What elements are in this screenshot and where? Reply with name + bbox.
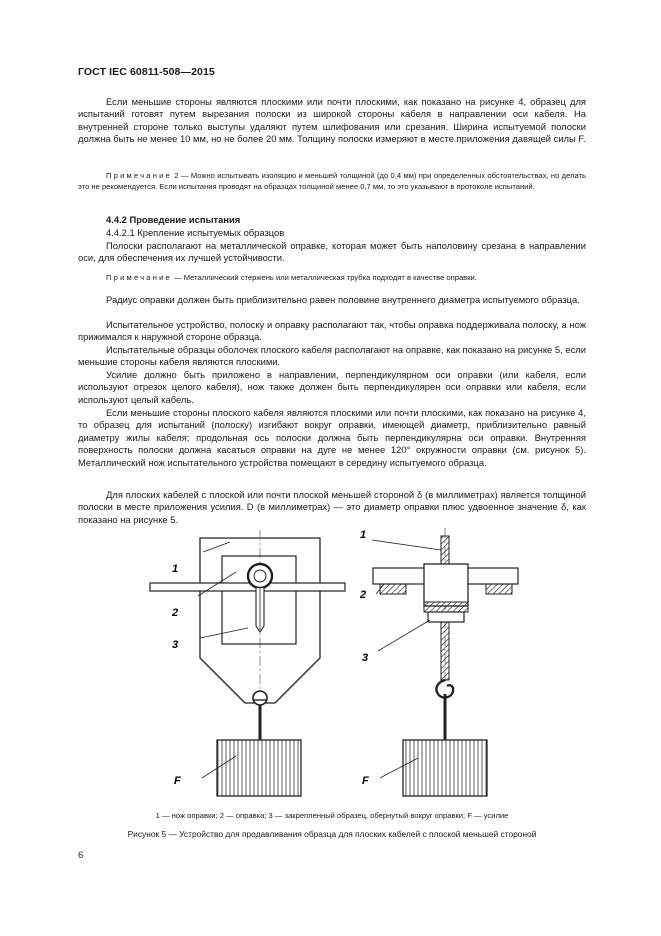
note-1 xyxy=(78,170,586,192)
label-3-right: 3 xyxy=(362,652,369,664)
label-1-left: 1 xyxy=(172,563,179,575)
paragraph-8: Для плоских кабелей с плоской или почти плоской меньшей стороной δ (в миллиметрах) является толщиной полоски в месте приложения усилия. D (в миллиметрах) — это диаметр оправки плюс удвоенное значение δ, как показано на рисунке 5. xyxy=(78,489,586,525)
specimen-block xyxy=(424,564,468,606)
paragraph-6: Усилие должно быть приложено в направлении, перпендикулярном оси оправки (или кабеля, если используют отрезок целого кабеля), нож также должен быть перпендикулярен оси оправки или кабеля, если используют целый кабель. xyxy=(78,369,586,405)
knife-stem xyxy=(441,536,449,566)
note-2-label: Примечание xyxy=(106,273,172,282)
label-f-right: F xyxy=(362,775,369,787)
support-left xyxy=(380,584,406,594)
left-view xyxy=(150,530,345,796)
specimen-strip xyxy=(424,602,468,612)
paragraph-1: Если меньшие стороны являются плоскими или почти плоскими, как показано на рисунке 4, образец для испытаний готовят путем вырезания полоски из широкой стороны кабеля в направлении оси кабеля. На внутренней стороне только выступы удаляют путем шлифования или срезания. Ширина испытуемой полоски должна быть не менее 10 мм, но не более 20 мм. Толщину полоски измеряют в месте приложения давящей силы F. xyxy=(78,96,586,145)
document-header: ГОСТ IEC 60811-508—2015 xyxy=(78,66,215,78)
note-2-text: — Металлический стержень или металлическая трубка подходят в качестве оправки. xyxy=(171,273,477,282)
weight-right xyxy=(403,740,487,796)
rod-right xyxy=(441,622,449,680)
subsection-heading: 4.4.2.1 Крепление испытуемых образцов xyxy=(106,227,285,238)
mandrel-left-view xyxy=(150,583,345,591)
paragraph-5: Испытательные образцы оболочек плоского кабеля располагают на оправке, как показано на рисунке 5, если меньшие стороны кабеля являются плоскими. xyxy=(78,344,586,368)
figure-caption: Рисунок 5 — Устройство для продавливания образца для плоских кабелей с плоской меньшей стороной xyxy=(127,829,537,839)
paragraph-4: Испытательное устройство, полоску и оправку располагают так, чтобы оправка поддерживала полоску, а нож прижимался к наружной стороне образца. xyxy=(78,319,586,343)
note-1-label: Примечание xyxy=(106,171,172,180)
figure-5-drawing xyxy=(140,528,540,808)
paragraph-7: Если меньшие стороны плоского кабеля являются плоскими или почти плоскими, как показано на рисунке 4, то образец для испытаний (полоску) изгибают вокруг оправки, имеющей диаметр, приблизительно равный диаметру жилы кабеля; продольная ось полоски должна быть перпендикулярна оси оправки. Внутренняя поверхность полоски должна касаться оправки на дуге не менее 120° окружности оправки (см. рисунок 5). Металлический нож испытательного устройства помещают в середину испытуемого образца. xyxy=(78,407,586,468)
section-heading: 4.4.2 Проведение испытания xyxy=(106,214,241,225)
note-1-text: 2 — Можно испытывать изоляцию и меньшей толщиной (до 0,4 мм) при определенных обстоятельствах, но делать это не рекомендуется. Если испытания проводят на образцах толщиной менее 0,7 мм, то это указывают в протоколе испытаний. xyxy=(78,171,586,192)
label-2-left: 2 xyxy=(172,607,179,619)
label-1-right: 1 xyxy=(360,529,367,541)
label-f-left: F xyxy=(174,775,181,787)
weight-left xyxy=(217,740,301,796)
hook-ring-left xyxy=(253,691,267,705)
paragraph-2: Полоски располагают на металлической оправке, которая может быть наполовину срезана в направлении оси, для обеспечения их лучшей устойчивости. xyxy=(78,240,586,264)
page-number: 6 xyxy=(78,850,84,861)
label-3-left: 3 xyxy=(172,639,179,651)
label-2-right: 2 xyxy=(360,589,367,601)
paragraph-3: Радиус оправки должен быть приблизительно равен половине внутреннего диаметра испытуемого образца. xyxy=(106,294,580,305)
holder-bottom xyxy=(428,612,464,622)
mandrel-section xyxy=(254,570,266,582)
figure-legend: 1 — нож оправки; 2 — оправка; 3 — закрепленный образец, обернутый вокруг оправки; F — усилие xyxy=(155,811,509,820)
support-right xyxy=(486,584,512,594)
right-view xyxy=(372,528,518,796)
note-2 xyxy=(78,272,586,283)
